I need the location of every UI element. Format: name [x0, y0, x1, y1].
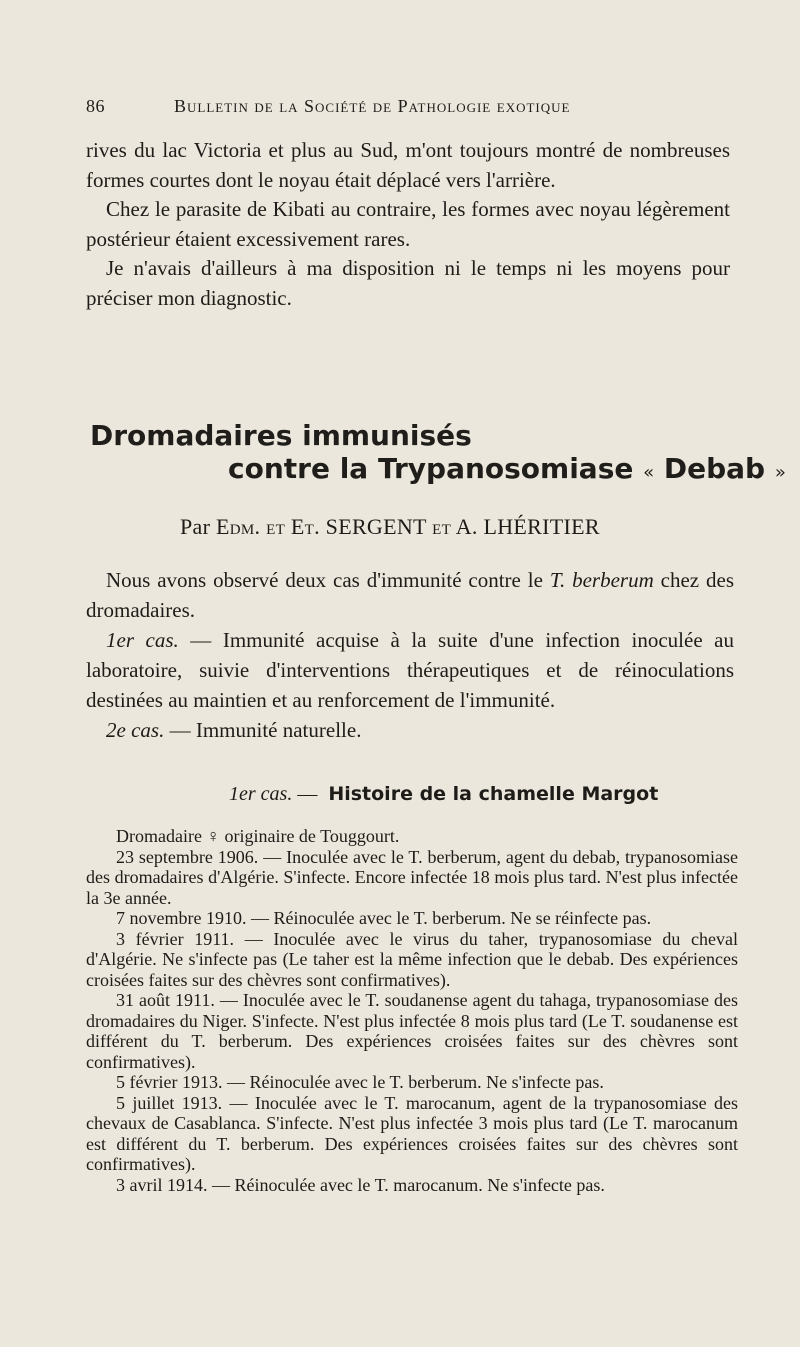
- paragraph: Je n'avais d'ailleurs à ma disposition ni le temps ni les moyens pour préciser mon diagnostic.: [86, 256, 730, 310]
- history-entry: 3 avril 1914. — Réinoculée avec le T. marocanum. Ne s'infecte pas.: [116, 1174, 605, 1195]
- paragraph: Chez le parasite de Kibati au contraire, les formes avec noyau légèrement postérieur étaient excessivement rares.: [86, 197, 730, 251]
- case-text: — Immunité naturelle.: [169, 718, 362, 742]
- article-title-line2: [228, 452, 786, 485]
- history-entry: 23 septembre 1906. — Inoculée avec le T. berberum, agent du debab, trypanosomiase des dromadaires d'Algérie. S'infecte. Encore infectée 18 mois plus tard. N'est plus infectée la 3e année.: [86, 846, 738, 908]
- case-label: 2e cas.: [106, 718, 165, 742]
- authors-line: [180, 514, 600, 540]
- history-entry: 7 novembre 1910. — Réinoculée avec le T. berberum. Ne se réinfecte pas.: [116, 908, 652, 928]
- case-history: [86, 826, 738, 1195]
- case-label: 1er cas.: [106, 628, 179, 652]
- section-label: 1er cas.: [229, 783, 293, 805]
- lead-paragraph: [86, 565, 734, 625]
- running-title: Bulletin de la Société de Pathologie exotique: [174, 96, 571, 116]
- history-entry: 5 février 1913. — Réinoculée avec le T. berberum. Ne s'infecte pas.: [116, 1072, 604, 1092]
- lead-text: Nous avons observé deux cas d'immunité contre le: [106, 568, 543, 592]
- section-heading: [229, 783, 658, 806]
- history-entry: Dromadaire ♀ originaire de Touggourt.: [116, 826, 400, 846]
- history-entry: 3 février 1911. — Inoculée avec le virus du taher, trypanosomiase du cheval d'Algérie. Ne s'infecte pas (Le taher est la même infection que le debab. Des expériences croisées faites sur des chèvres sont confirmatives).: [86, 928, 738, 990]
- page-number: 86: [86, 96, 105, 116]
- title-term: Debab: [663, 452, 766, 485]
- quote-close: »: [774, 462, 786, 483]
- authors-prefix: Par: [180, 514, 211, 539]
- article-title-line1: Dromadaires immunisés: [90, 419, 472, 452]
- section-dash: —: [297, 783, 318, 805]
- title-text: contre la Trypanosomiase: [228, 452, 634, 485]
- case-text: — Immunité acquise à la suite d'une infection inoculée au laboratoire, suivie d'interventions thérapeutiques et de réinoculations destinées au maintien et au renforcement de l'immunité.: [86, 628, 734, 712]
- intro-text: [86, 136, 730, 313]
- case-2-paragraph: [86, 715, 734, 745]
- quote-open: «: [643, 462, 655, 483]
- history-entry: 5 juillet 1913. — Inoculée avec le T. marocanum, agent de la trypanosomiase des chevaux de Casablanca. S'infecte. N'est plus infectée 3 mois plus tard (Le T. marocanum est différent du T. berberum. Des expériences croisées faites sur des chèvres sont confirmatives).: [86, 1092, 738, 1174]
- article-intro: [86, 565, 734, 745]
- lead-text: chez des dromadaires.: [86, 568, 735, 622]
- authors-names: Edm. et Et. SERGENT et A. LHÉRITIER: [216, 514, 600, 539]
- history-entry: 31 août 1911. — Inoculée avec le T. soudanense agent du tahaga, trypanosomiase des dromadaires du Niger. S'infecte. N'est plus infectée 8 mois plus tard (Le T. soudanense est différent du T. berberum. Des expériences croisées faites sur des chèvres sont confirmatives).: [86, 990, 738, 1072]
- section-title: Histoire de la chamelle Margot: [328, 783, 659, 805]
- paragraph: rives du lac Victoria et plus au Sud, m'ont toujours montré de nombreuses formes courtes dont le noyau était déplacé vers l'arrière.: [86, 138, 730, 192]
- species-name: T. berberum: [549, 568, 654, 592]
- case-1-paragraph: [86, 625, 734, 715]
